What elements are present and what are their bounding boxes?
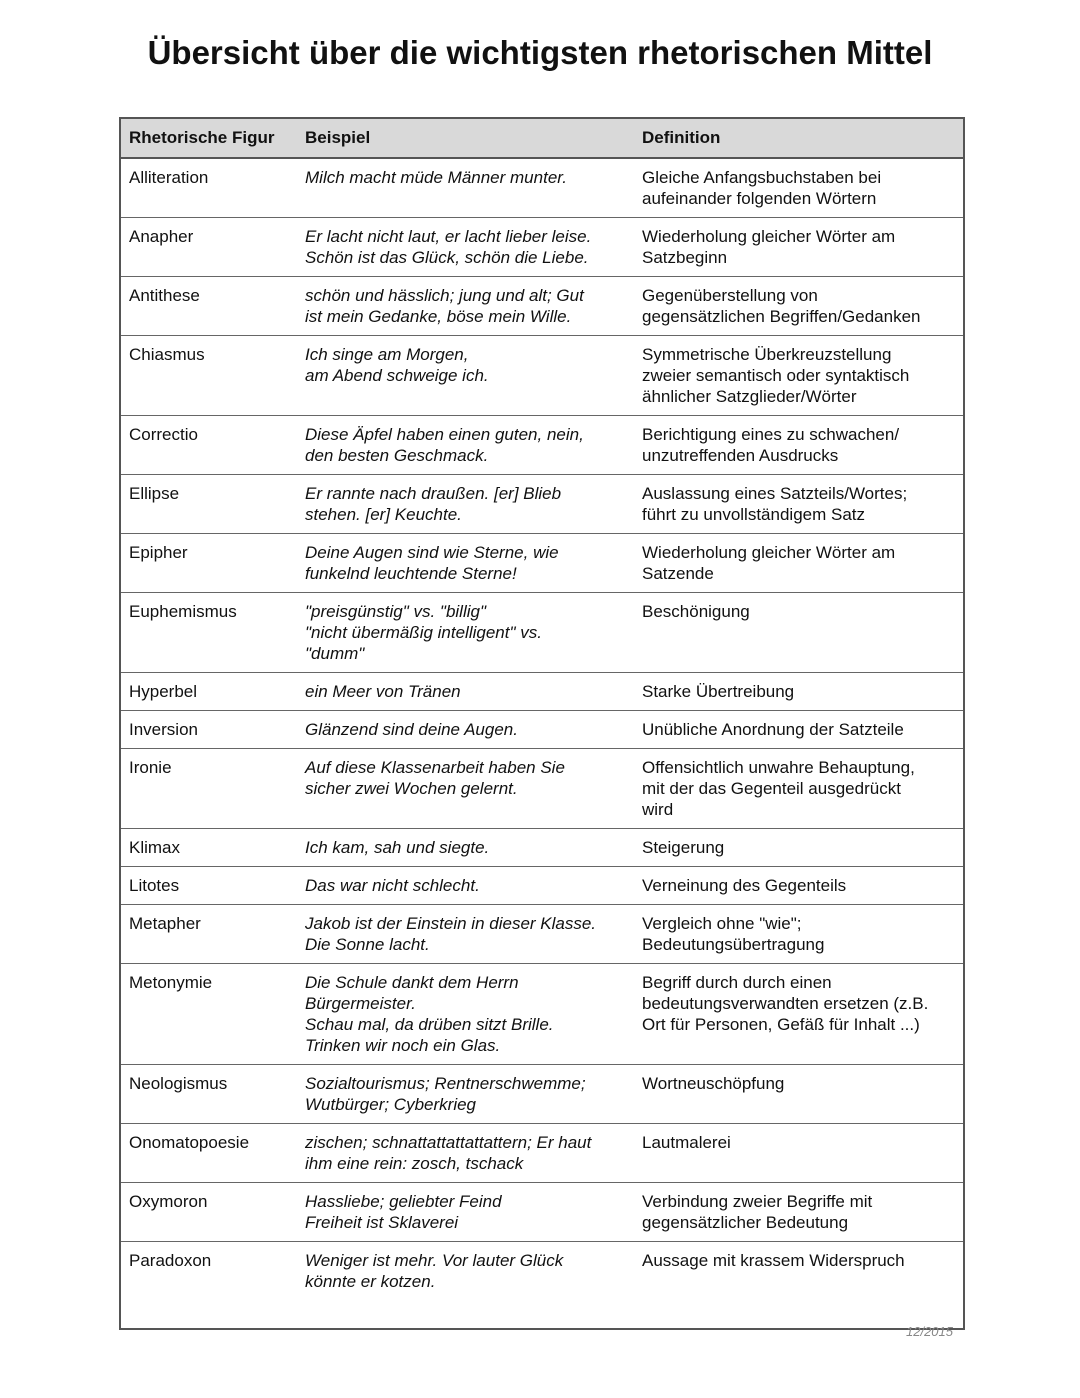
table-row: [120, 1242, 964, 1330]
definition-cell: Wortneuschöpfung: [634, 1065, 964, 1124]
table-row: [120, 1065, 964, 1124]
example-cell: Deine Augen sind wie Sterne, wie funkelnd leuchtende Sterne!: [297, 534, 634, 593]
header-definition: Definition: [634, 118, 964, 158]
example-cell: Sozialtourismus; Rentnerschwemme; Wutbürger; Cyberkrieg: [297, 1065, 634, 1124]
header-example: Beispiel: [297, 118, 634, 158]
table-row: [120, 218, 964, 277]
table-row: [120, 964, 964, 1065]
definition-cell: Symmetrische Überkreuzstellung zweier semantisch oder syntaktisch ähnlicher Satzglieder/Wörter: [634, 336, 964, 416]
table-row: [120, 158, 964, 218]
example-cell: "preisgünstig" vs. "billig" "nicht übermäßig intelligent" vs. "dumm": [297, 593, 634, 673]
example-cell: Auf diese Klassenarbeit haben Sie sicher zwei Wochen gelernt.: [297, 749, 634, 829]
figure-cell: Oxymoron: [120, 1183, 297, 1242]
table-row: [120, 475, 964, 534]
page-title: Übersicht über die wichtigsten rhetorischen Mittel: [147, 34, 933, 71]
example-cell: schön und hässlich; jung und alt; Gut ist mein Gedanke, böse mein Wille.: [297, 277, 634, 336]
table-row: [120, 416, 964, 475]
definition-cell: Starke Übertreibung: [634, 673, 964, 711]
figure-cell: Epipher: [120, 534, 297, 593]
definition-cell: Gegenüberstellung von gegensätzlichen Begriffen/Gedanken: [634, 277, 964, 336]
definition-cell: Steigerung: [634, 829, 964, 867]
example-cell: Jakob ist der Einstein in dieser Klasse. Die Sonne lacht.: [297, 905, 634, 964]
definition-cell: Verneinung des Gegenteils: [634, 867, 964, 905]
table-row: [120, 905, 964, 964]
figure-cell: Inversion: [120, 711, 297, 749]
date-stamp: 12/2015: [906, 1324, 953, 1339]
figure-cell: Euphemismus: [120, 593, 297, 673]
example-cell: Milch macht müde Männer munter.: [297, 158, 634, 218]
table-row: [120, 277, 964, 336]
figure-cell: Ellipse: [120, 475, 297, 534]
definition-cell: Gleiche Anfangsbuchstaben bei aufeinander folgenden Wörtern: [634, 158, 964, 218]
definition-cell: Lautmalerei: [634, 1124, 964, 1183]
example-cell: Ich kam, sah und siegte.: [297, 829, 634, 867]
table-row: [120, 749, 964, 829]
definition-cell: Berichtigung eines zu schwachen/ unzutreffenden Ausdrucks: [634, 416, 964, 475]
figure-cell: Neologismus: [120, 1065, 297, 1124]
example-cell: ein Meer von Tränen: [297, 673, 634, 711]
table-row: [120, 1124, 964, 1183]
table-row: [120, 1183, 964, 1242]
table-header-row: [120, 118, 964, 158]
definition-cell: Vergleich ohne "wie"; Bedeutungsübertragung: [634, 905, 964, 964]
table-row: [120, 593, 964, 673]
table-row: [120, 534, 964, 593]
example-cell: zischen; schnattattattattattern; Er haut ihm eine rein: zosch, tschack: [297, 1124, 634, 1183]
definition-cell: Beschönigung: [634, 593, 964, 673]
definition-cell: Begriff durch durch einen bedeutungsverwandten ersetzen (z.B. Ort für Personen, Gefäß für Inhalt ...): [634, 964, 964, 1065]
table-row: [120, 673, 964, 711]
figure-cell: Alliteration: [120, 158, 297, 218]
header-figure: Rhetorische Figur: [120, 118, 297, 158]
figure-cell: Correctio: [120, 416, 297, 475]
figure-cell: Paradoxon: [120, 1242, 297, 1330]
example-cell: Das war nicht schlecht.: [297, 867, 634, 905]
definition-cell: Wiederholung gleicher Wörter am Satzbeginn: [634, 218, 964, 277]
example-cell: Diese Äpfel haben einen guten, nein, den besten Geschmack.: [297, 416, 634, 475]
example-cell: Er lacht nicht laut, er lacht lieber leise. Schön ist das Glück, schön die Liebe.: [297, 218, 634, 277]
figure-cell: Onomatopoesie: [120, 1124, 297, 1183]
definition-cell: Aussage mit krassem Widerspruch: [634, 1242, 964, 1330]
figure-cell: Hyperbel: [120, 673, 297, 711]
definition-cell: Verbindung zweier Begriffe mit gegensätzlicher Bedeutung: [634, 1183, 964, 1242]
table-row: [120, 867, 964, 905]
figure-cell: Klimax: [120, 829, 297, 867]
table-row: [120, 829, 964, 867]
definition-cell: Offensichtlich unwahre Behauptung, mit der das Gegenteil ausgedrückt wird: [634, 749, 964, 829]
definition-cell: Unübliche Anordnung der Satzteile: [634, 711, 964, 749]
table-row: [120, 336, 964, 416]
example-cell: Hassliebe; geliebter Feind Freiheit ist Sklaverei: [297, 1183, 634, 1242]
table-row: [120, 711, 964, 749]
definition-cell: Auslassung eines Satzteils/Wortes; führt zu unvollständigem Satz: [634, 475, 964, 534]
figure-cell: Chiasmus: [120, 336, 297, 416]
figure-cell: Antithese: [120, 277, 297, 336]
example-cell: Glänzend sind deine Augen.: [297, 711, 634, 749]
definition-cell: Wiederholung gleicher Wörter am Satzende: [634, 534, 964, 593]
figure-cell: Litotes: [120, 867, 297, 905]
rhetoric-table: [119, 117, 965, 1330]
example-cell: Weniger ist mehr. Vor lauter Glück könnte er kotzen.: [297, 1242, 634, 1330]
figure-cell: Metapher: [120, 905, 297, 964]
example-cell: Die Schule dankt dem Herrn Bürgermeister. Schau mal, da drüben sitzt Brille. Trinken wir noch ein Glas.: [297, 964, 634, 1065]
figure-cell: Anapher: [120, 218, 297, 277]
figure-cell: Ironie: [120, 749, 297, 829]
figure-cell: Metonymie: [120, 964, 297, 1065]
example-cell: Ich singe am Morgen, am Abend schweige ich.: [297, 336, 634, 416]
example-cell: Er rannte nach draußen. [er] Blieb stehen. [er] Keuchte.: [297, 475, 634, 534]
